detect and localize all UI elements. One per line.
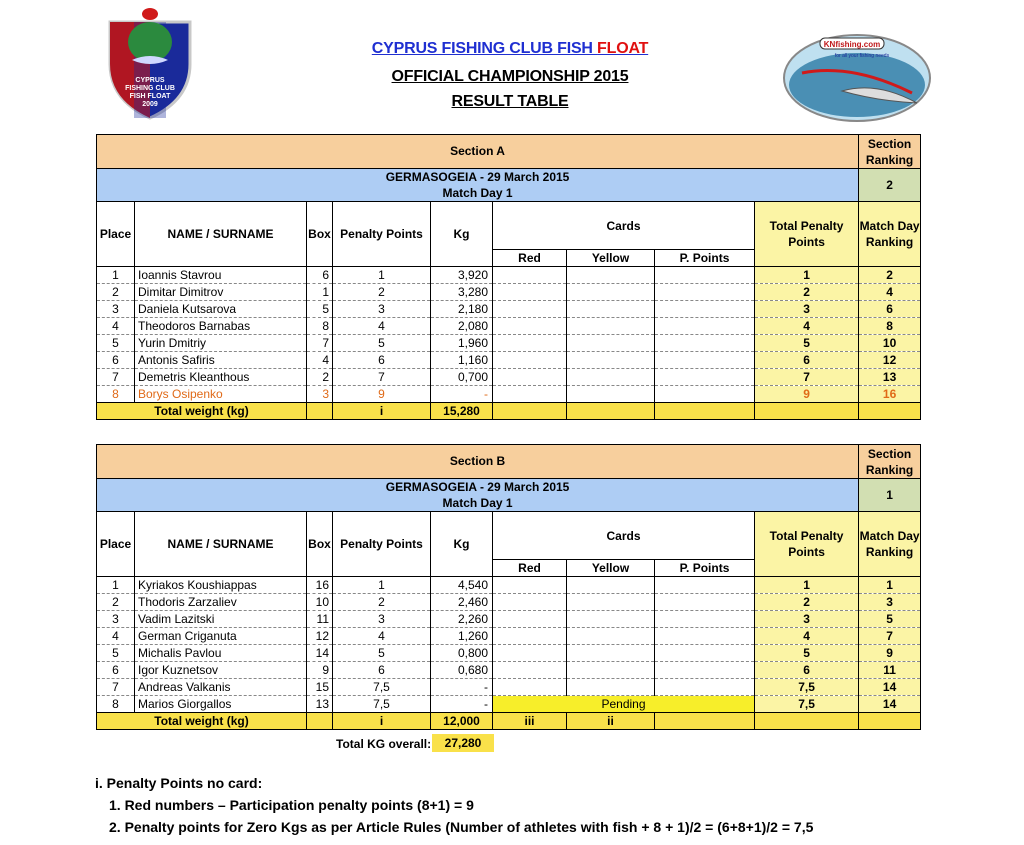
cell-kg: 4,540: [431, 577, 493, 594]
sponsor-logo: [782, 33, 932, 123]
cell-total-penalty: 6: [755, 352, 859, 369]
cell-penalty: 1: [333, 267, 431, 284]
cell-total-penalty: 7,5: [755, 679, 859, 696]
cell-name: Dimitar Dimitrov: [135, 284, 307, 301]
cell-kg: 3,920: [431, 267, 493, 284]
cell-ppoints: [655, 611, 755, 628]
cell-red: [493, 611, 567, 628]
cell-match-day-ranking: 13: [859, 369, 921, 386]
section-title: Section B: [97, 445, 859, 479]
cell-name: Thodoris Zarzaliev: [135, 594, 307, 611]
total-yellow: [567, 403, 655, 420]
cell-yellow: [567, 318, 655, 335]
cell-match-day-ranking: 4: [859, 284, 921, 301]
cell-name: Theodoros Barnabas: [135, 318, 307, 335]
table-row: [97, 611, 921, 628]
section-ranking-header: Section Ranking: [859, 445, 921, 479]
cell-penalty: 4: [333, 628, 431, 645]
svg-text:KNfishing.com: KNfishing.com: [823, 40, 881, 49]
col-match-day-ranking: Match Day Ranking: [859, 202, 921, 267]
cell-name: Daniela Kutsarova: [135, 301, 307, 318]
cell-yellow: [567, 611, 655, 628]
cell-kg: 2,460: [431, 594, 493, 611]
cell-ppoints: [655, 335, 755, 352]
cell-match-day-ranking: 12: [859, 352, 921, 369]
col-yellow: Yellow: [567, 560, 655, 577]
cell-total-penalty: 6: [755, 662, 859, 679]
col-red: Red: [493, 560, 567, 577]
cell-total-penalty: 3: [755, 301, 859, 318]
table-row: [97, 386, 921, 403]
cell-box: 10: [307, 594, 333, 611]
cell-kg: 3,280: [431, 284, 493, 301]
cell-name: Antonis Safiris: [135, 352, 307, 369]
cell-match-day-ranking: 5: [859, 611, 921, 628]
col-ppoints: P. Points: [655, 560, 755, 577]
cell-yellow: [567, 284, 655, 301]
total-weight-value: 15,280: [431, 403, 493, 420]
cell-total-penalty: 4: [755, 628, 859, 645]
col-kg: Kg: [431, 512, 493, 577]
cell-match-day-ranking: 1: [859, 577, 921, 594]
cell-yellow: [567, 594, 655, 611]
cell-yellow: [567, 386, 655, 403]
cell-match-day-ranking: 3: [859, 594, 921, 611]
cell-box: 13: [307, 696, 333, 713]
cell-red: [493, 318, 567, 335]
svg-text:for all your fishing needs: for all your fishing needs: [834, 53, 890, 59]
cell-place: 5: [97, 335, 135, 352]
svg-text:FISHING CLUB: FISHING CLUB: [125, 85, 175, 92]
cell-match-day-ranking: 10: [859, 335, 921, 352]
total-red: iii: [493, 713, 567, 730]
cell-red: [493, 662, 567, 679]
cell-yellow: [567, 679, 655, 696]
cell-place: 8: [97, 696, 135, 713]
total-total: [755, 403, 859, 420]
cell-match-day-ranking: 14: [859, 696, 921, 713]
table-row: [97, 679, 921, 696]
table-row: [97, 645, 921, 662]
cell-name: Borys Osipenko: [135, 386, 307, 403]
table-row: [97, 628, 921, 645]
col-penalty: Penalty Points: [333, 202, 431, 267]
cell-ppoints: [655, 662, 755, 679]
page-title: CYPRUS FISHING CLUB FISH FLOAT: [371, 40, 649, 57]
cell-penalty: 7,5: [333, 679, 431, 696]
cell-name: German Criganuta: [135, 628, 307, 645]
table-row: [97, 301, 921, 318]
total-penalty-note: i: [333, 403, 431, 420]
cell-kg: 0,800: [431, 645, 493, 662]
col-total-penalty: Total Penalty Points: [755, 202, 859, 267]
cell-penalty: 5: [333, 335, 431, 352]
cell-match-day-ranking: 14: [859, 679, 921, 696]
table-row: [97, 594, 921, 611]
col-place: Place: [97, 202, 135, 267]
cell-penalty: 7,5: [333, 696, 431, 713]
col-red: Red: [493, 250, 567, 267]
col-box: Box: [307, 202, 333, 267]
svg-text:CYPRUS: CYPRUS: [135, 77, 165, 84]
cell-red: [493, 577, 567, 594]
cell-penalty: 9: [333, 386, 431, 403]
cell-box: 4: [307, 352, 333, 369]
cell-name: Vadim Lazitski: [135, 611, 307, 628]
cell-place: 4: [97, 318, 135, 335]
cell-place: 5: [97, 645, 135, 662]
cell-ppoints: [655, 301, 755, 318]
section-location: GERMASOGEIA - 29 March 2015 Match Day 1: [97, 169, 859, 202]
club-logo: [104, 2, 196, 120]
cell-place: 3: [97, 301, 135, 318]
total-penalty-note: i: [333, 713, 431, 730]
cell-box: 8: [307, 318, 333, 335]
section-a-table: [96, 134, 921, 420]
cell-ppoints: [655, 645, 755, 662]
table-row: [97, 696, 921, 713]
table-row: [97, 577, 921, 594]
col-total-penalty: Total Penalty Points: [755, 512, 859, 577]
section-title: Section A: [97, 135, 859, 169]
cell-box: 3: [307, 386, 333, 403]
page-subtitle-2: RESULT TABLE: [451, 93, 569, 110]
table-row: [97, 352, 921, 369]
cell-yellow: [567, 662, 655, 679]
cell-yellow: [567, 369, 655, 386]
cell-place: 6: [97, 662, 135, 679]
cell-yellow: [567, 628, 655, 645]
cell-name: Michalis Pavlou: [135, 645, 307, 662]
cell-name: Igor Kuznetsov: [135, 662, 307, 679]
cell-penalty: 4: [333, 318, 431, 335]
cell-red: [493, 284, 567, 301]
col-place: Place: [97, 512, 135, 577]
cell-ppoints: [655, 318, 755, 335]
col-yellow: Yellow: [567, 250, 655, 267]
cell-red: [493, 352, 567, 369]
cell-match-day-ranking: 9: [859, 645, 921, 662]
cell-ppoints: [655, 679, 755, 696]
title-float: FLOAT: [597, 40, 649, 57]
cell-kg: 2,260: [431, 611, 493, 628]
cell-kg: 1,960: [431, 335, 493, 352]
cell-yellow: [567, 301, 655, 318]
cell-name: Marios Giorgallos: [135, 696, 307, 713]
total-rank: [859, 403, 921, 420]
cell-place: 1: [97, 267, 135, 284]
cell-red: [493, 267, 567, 284]
cell-red: [493, 594, 567, 611]
cell-total-penalty: 1: [755, 267, 859, 284]
svg-text:2009: 2009: [142, 101, 158, 108]
cell-match-day-ranking: 6: [859, 301, 921, 318]
section-b-table: [96, 444, 921, 730]
cell-place: 1: [97, 577, 135, 594]
cell-box: 1: [307, 284, 333, 301]
cell-yellow: [567, 352, 655, 369]
cell-kg: -: [431, 386, 493, 403]
cell-match-day-ranking: 7: [859, 628, 921, 645]
total-ppoints: [655, 713, 755, 730]
cell-kg: 0,680: [431, 662, 493, 679]
page-subtitle: OFFICIAL CHAMPIONSHIP 2015: [391, 68, 629, 85]
total-red: [493, 403, 567, 420]
cell-total-penalty: 2: [755, 594, 859, 611]
svg-text:FISH FLOAT: FISH FLOAT: [129, 93, 171, 100]
note-item: 1. Red numbers – Participation penalty points (8+1) = 9: [109, 797, 474, 813]
cell-penalty: 3: [333, 611, 431, 628]
cell-match-day-ranking: 8: [859, 318, 921, 335]
cell-red: [493, 335, 567, 352]
cell-penalty: 1: [333, 577, 431, 594]
cell-kg: -: [431, 679, 493, 696]
cell-ppoints: [655, 386, 755, 403]
cell-red: [493, 386, 567, 403]
table-row: [97, 369, 921, 386]
total-box: [307, 713, 333, 730]
cell-yellow: [567, 267, 655, 284]
cell-penalty: 6: [333, 662, 431, 679]
cell-match-day-ranking: 11: [859, 662, 921, 679]
cell-box: 16: [307, 577, 333, 594]
cell-yellow: [567, 577, 655, 594]
cell-total-penalty: 2: [755, 284, 859, 301]
cell-ppoints: [655, 352, 755, 369]
table-row: [97, 662, 921, 679]
section-ranking-header: Section Ranking: [859, 135, 921, 169]
cell-kg: 2,180: [431, 301, 493, 318]
cell-total-penalty: 5: [755, 645, 859, 662]
cell-total-penalty: 3: [755, 611, 859, 628]
cell-kg: 2,080: [431, 318, 493, 335]
total-weight-label: Total weight (kg): [97, 713, 307, 730]
cell-kg: -: [431, 696, 493, 713]
col-box: Box: [307, 512, 333, 577]
table-row: [97, 284, 921, 301]
cell-box: 11: [307, 611, 333, 628]
cell-red: [493, 369, 567, 386]
cell-name: Kyriakos Koushiappas: [135, 577, 307, 594]
cell-total-penalty: 1: [755, 577, 859, 594]
cell-match-day-ranking: 16: [859, 386, 921, 403]
cell-ppoints: [655, 594, 755, 611]
total-yellow: ii: [567, 713, 655, 730]
cell-name: Demetris Kleanthous: [135, 369, 307, 386]
cell-penalty: 2: [333, 284, 431, 301]
cell-box: 5: [307, 301, 333, 318]
cell-place: 7: [97, 369, 135, 386]
notes: [95, 772, 813, 838]
cell-penalty: 6: [333, 352, 431, 369]
cell-name: Andreas Valkanis: [135, 679, 307, 696]
col-name: NAME / SURNAME: [135, 512, 307, 577]
cell-box: 12: [307, 628, 333, 645]
cell-box: 15: [307, 679, 333, 696]
cell-yellow: [567, 645, 655, 662]
col-match-day-ranking: Match Day Ranking: [859, 512, 921, 577]
col-penalty: Penalty Points: [333, 512, 431, 577]
cell-ppoints: [655, 267, 755, 284]
cell-box: 14: [307, 645, 333, 662]
cell-ppoints: [655, 628, 755, 645]
cell-box: 7: [307, 335, 333, 352]
cell-ppoints: [655, 284, 755, 301]
cell-ppoints: [655, 577, 755, 594]
cell-penalty: 3: [333, 301, 431, 318]
section-ranking-value: 2: [859, 169, 921, 202]
cell-box: 9: [307, 662, 333, 679]
cell-kg: 1,260: [431, 628, 493, 645]
table-row: [97, 335, 921, 352]
cell-total-penalty: 9: [755, 386, 859, 403]
cell-penalty: 5: [333, 645, 431, 662]
total-kg-overall-value: 27,280: [432, 734, 494, 752]
notes-heading: i. Penalty Points no card:: [95, 775, 263, 791]
col-cards: Cards: [493, 512, 755, 560]
total-kg-overall-label: Total KG overall:: [336, 737, 432, 751]
col-ppoints: P. Points: [655, 250, 755, 267]
section-location: GERMASOGEIA - 29 March 2015 Match Day 1: [97, 479, 859, 512]
cell-place: 3: [97, 611, 135, 628]
col-name: NAME / SURNAME: [135, 202, 307, 267]
table-row: [97, 318, 921, 335]
cell-kg: 1,160: [431, 352, 493, 369]
cell-red: [493, 301, 567, 318]
total-ppoints: [655, 403, 755, 420]
cell-red: [493, 679, 567, 696]
cell-red: [493, 628, 567, 645]
cell-total-penalty: 7: [755, 369, 859, 386]
cell-total-penalty: 5: [755, 335, 859, 352]
cell-yellow: [567, 335, 655, 352]
col-kg: Kg: [431, 202, 493, 267]
cell-penalty: 2: [333, 594, 431, 611]
cell-total-penalty: 4: [755, 318, 859, 335]
total-total: [755, 713, 859, 730]
cell-place: 6: [97, 352, 135, 369]
section-ranking-value: 1: [859, 479, 921, 512]
total-weight-label: Total weight (kg): [97, 403, 307, 420]
cell-box: 6: [307, 267, 333, 284]
cell-box: 2: [307, 369, 333, 386]
cell-place: 2: [97, 284, 135, 301]
note-item: 2. Penalty points for Zero Kgs as per Article Rules (Number of athletes with fish + 8 + 1)/2 = (6+8+1)/2 = 7,5: [109, 819, 814, 835]
cell-penalty: 7: [333, 369, 431, 386]
total-box: [307, 403, 333, 420]
cell-total-penalty: 7,5: [755, 696, 859, 713]
cell-place: 8: [97, 386, 135, 403]
cell-red: [493, 645, 567, 662]
table-row: [97, 267, 921, 284]
cell-pending: Pending: [493, 696, 755, 713]
cell-kg: 0,700: [431, 369, 493, 386]
cell-place: 2: [97, 594, 135, 611]
cell-ppoints: [655, 369, 755, 386]
cell-place: 7: [97, 679, 135, 696]
cell-place: 4: [97, 628, 135, 645]
total-rank: [859, 713, 921, 730]
col-cards: Cards: [493, 202, 755, 250]
total-weight-value: 12,000: [431, 713, 493, 730]
cell-match-day-ranking: 2: [859, 267, 921, 284]
cell-name: Ioannis Stavrou: [135, 267, 307, 284]
cell-name: Yurin Dmitriy: [135, 335, 307, 352]
